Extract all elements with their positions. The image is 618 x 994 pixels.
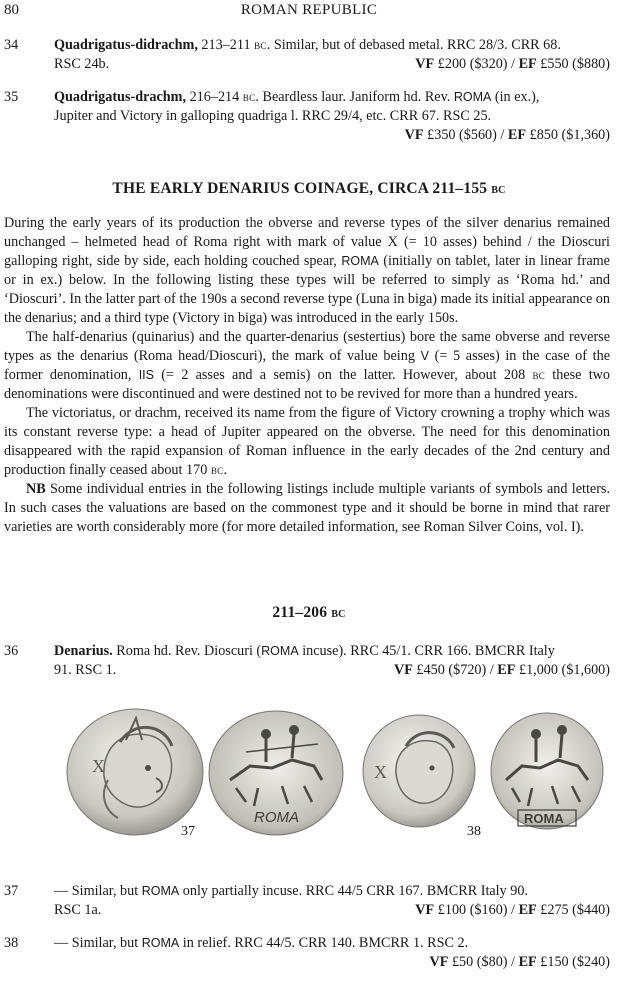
entry-text: — Similar, but xyxy=(54,935,142,951)
entry-line xyxy=(54,882,610,901)
value-mark: IIS xyxy=(138,368,154,382)
legend-roma: ROMA xyxy=(261,644,299,658)
entry-text: — Similar, but xyxy=(54,883,142,899)
value-ef: £550 ($880) xyxy=(536,56,610,72)
catalogue-entry-35 xyxy=(4,88,610,145)
text: (= 5 asses) in the case of the former denomination, xyxy=(4,348,610,383)
svg-text:X: X xyxy=(374,762,387,782)
entry-text: incuse). RRC 45/1. CRR 166. BMCRR Italy xyxy=(298,643,555,659)
grade-vf: VF xyxy=(429,954,449,970)
running-title: ROMAN REPUBLIC xyxy=(240,2,378,18)
grade-ef: EF xyxy=(518,56,537,72)
valuation xyxy=(54,953,610,972)
catalogue-entry-34 xyxy=(4,36,610,74)
entry-line xyxy=(54,642,610,661)
era-bc: bc xyxy=(210,463,224,477)
value-ef: £150 ($240) xyxy=(536,954,610,970)
coin-37-obverse-image xyxy=(64,706,206,838)
era-bc: bc xyxy=(532,368,546,382)
grade-ef: EF xyxy=(518,902,537,918)
entry-line xyxy=(54,661,610,680)
entry-text: 216–214 xyxy=(186,89,243,105)
entry-body xyxy=(54,642,610,680)
entry-text: 213–211 xyxy=(197,37,255,53)
valuation xyxy=(415,901,610,920)
entry-body xyxy=(54,36,610,74)
plate-label-38: 38 xyxy=(467,824,481,839)
grade-vf: VF xyxy=(404,127,424,143)
grade-ef: EF xyxy=(507,127,527,143)
entry-text: RSC 24b. xyxy=(54,56,110,72)
plate-label-37: 37 xyxy=(181,824,195,839)
grade-ef: EF xyxy=(497,662,516,678)
value-vf: £100 ($160) / xyxy=(434,902,519,918)
coin-38-obverse-image xyxy=(360,712,478,830)
section-heading xyxy=(0,604,618,622)
entry-line xyxy=(54,55,610,74)
text: The half-denarius (quinarius) and the quarter-denarius (sestertius) bore the same obverse and reverse types as the denarius (Roma head/Dioscuri), the mark of value being xyxy=(4,329,610,364)
entry-text: Roma hd. Rev. Dioscuri ( xyxy=(112,643,262,659)
value-vf: £450 ($720) / xyxy=(412,662,498,678)
entry-line: Jupiter and Victory in galloping quadriga l. RRC 29/4, etc. CRR 67. RSC 25. xyxy=(54,108,492,124)
valuation xyxy=(394,661,610,680)
coin-38-legend: ROMA xyxy=(524,811,564,826)
paragraph xyxy=(4,328,610,404)
introduction-text xyxy=(4,214,610,537)
entry-number: 36 xyxy=(4,643,19,659)
era-bc: bc xyxy=(491,182,506,197)
entry-text: in relief. RRC 44/5. CRR 140. BMCRR 1. RSC 2. xyxy=(179,935,469,951)
value-ef: £1,000 ($1,600) xyxy=(515,662,610,678)
heading-text: THE EARLY DENARIUS COINAGE, CIRCA 211–155 xyxy=(112,180,492,197)
entry-number: 38 xyxy=(4,935,19,951)
text: (initially on tablet, later in linear frame or in ex.) below. In the following listing these types will be referred to simply as ‘Roma hd.’ and ‘Dioscuri’. In the latter part of the 190s a second reverse type (Luna in biga) made its initial appearance on the denarius; and a third type (Victory in biga) was introduced in the early 150s. xyxy=(4,253,610,326)
entry-text: . Beardless laur. Janiform hd. Rev. xyxy=(255,89,454,105)
catalogue-entry-38 xyxy=(4,934,610,972)
entry-body xyxy=(54,882,610,920)
entry-body xyxy=(54,88,610,145)
legend-roma: ROMA xyxy=(141,936,180,950)
entry-text: only partially incuse. RRC 44/5 CRR 167. BMCRR Italy 90. xyxy=(179,883,529,899)
grade-vf: VF xyxy=(415,902,435,918)
entry-line xyxy=(54,934,610,953)
svg-text:X: X xyxy=(92,756,105,776)
grade-vf: VF xyxy=(415,56,435,72)
entry-line xyxy=(54,36,610,55)
text: . xyxy=(223,462,227,478)
entry-title: Quadrigatus-didrachm, xyxy=(54,37,198,53)
entry-text: . Similar, but of debased metal. RRC 28/3. CRR 68. xyxy=(266,37,561,53)
valuation xyxy=(415,55,610,74)
entry-line xyxy=(54,901,610,920)
entry-title: Quadrigatus-drachm, xyxy=(54,89,187,105)
coin-plates xyxy=(0,700,618,840)
legend-roma: ROMA xyxy=(341,254,379,268)
page-number: 80 xyxy=(4,2,19,18)
section-heading xyxy=(0,180,618,198)
legend-roma: ROMA xyxy=(141,884,180,898)
entry-text: 91. RSC 1. xyxy=(54,662,117,678)
text: The victoriatus, or drachm, received its name from the figure of Victory crowning a trophy which was its constant reverse type: a head of Jupiter appeared on the obverse. The need for this denomination disappeared with the rapid expansion of Roman influence in the early decades of the 2nd century and production finally ceased about 170 xyxy=(4,405,610,478)
era-bc: bc xyxy=(242,90,256,104)
coin-37-reverse-image xyxy=(206,708,346,838)
entry-number: 35 xyxy=(4,89,19,105)
grade-vf: VF xyxy=(394,662,413,678)
entry-text: (in ex.), xyxy=(491,89,540,105)
coin-37-legend: ROMA xyxy=(254,809,299,826)
valuation xyxy=(54,126,610,145)
value-vf: £200 ($320) / xyxy=(434,56,519,72)
entry-text: RSC 1a. xyxy=(54,902,102,918)
entry-number: 34 xyxy=(4,37,19,53)
era-bc: bc xyxy=(254,38,267,52)
catalogue-entry-36 xyxy=(4,642,610,680)
heading-text: 211–206 xyxy=(272,604,332,621)
era-bc: bc xyxy=(331,606,346,621)
grade-ef: EF xyxy=(518,954,537,970)
value-ef: £850 ($1,360) xyxy=(526,127,610,143)
paragraph xyxy=(4,404,610,480)
entry-title: Denarius. xyxy=(54,643,113,659)
nb-label: NB xyxy=(26,481,46,497)
value-vf: £50 ($80) / xyxy=(448,954,519,970)
coin-38-reverse-image xyxy=(488,710,606,832)
value-vf: £350 ($560) / xyxy=(423,127,508,143)
paragraph xyxy=(4,214,610,328)
catalogue-entry-37 xyxy=(4,882,610,920)
entry-line xyxy=(54,88,610,107)
text: Some individual entries in the following listings include multiple variants of symbols and letters. In such cases the valuations are based on the commonest type and it should be borne in mind that rarer varieties are worth considerably more (for more detailed information, see Roman Silver Coins, vol. I). xyxy=(4,481,610,535)
page-header xyxy=(4,2,614,20)
text: these two denominations were discontinued and were destined not to be revived for more than a hundred years. xyxy=(4,367,611,402)
value-mark: V xyxy=(420,349,429,363)
entry-number: 37 xyxy=(4,883,19,899)
paragraph xyxy=(4,480,610,537)
entry-body xyxy=(54,934,610,972)
value-ef: £275 ($440) xyxy=(536,902,610,918)
text: During the early years of its production the obverse and reverse types of the silver denarius remained unchanged – helmeted head of Roma right with mark of value X (= 10 asses) behind / the Dioscuri galloping right, side by side, each holding couched spear, xyxy=(4,215,610,269)
text: (= 2 asses and a semis) on the latter. However, about 208 xyxy=(154,367,533,383)
legend-roma: ROMA xyxy=(453,90,492,104)
